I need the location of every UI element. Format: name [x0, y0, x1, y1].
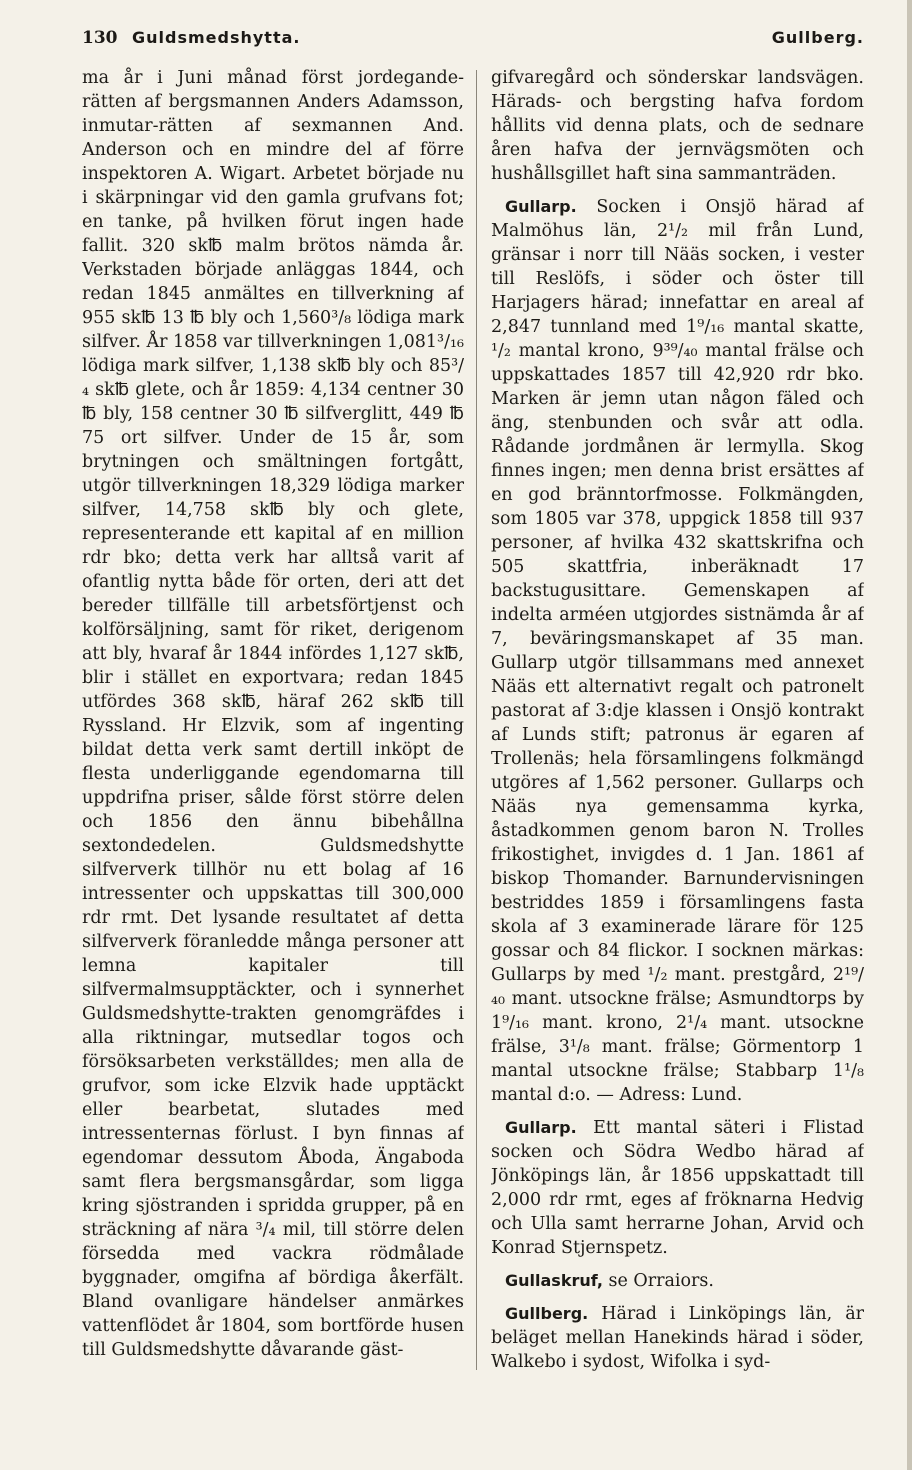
column-divider: [476, 70, 477, 1370]
entry-headword: Gullarp.: [505, 197, 577, 216]
continuation-paragraph: gifvaregård och sönderskar landsvägen. Härads- och bergsting hafva fordom hållits vid denna plats, och de sednare åren hafva der jernvägsmöten och hushållsgillet haft sina sammanträden.: [491, 68, 864, 184]
page-edge: [907, 0, 912, 1470]
entry-headword: Gullberg.: [505, 1304, 589, 1323]
left-column-text: ma år i Juni månad först jordegande-rätten af bergsmannen Anders Adamsson, inmutar-rätten af sexmannen And. Anderson och en mindre del af förre inspektoren A. Wigart. Arbetet började nu i skärpningar vid den gamla grufvans fot; en tanke, på hvilken förut ingen hade fallit. 320 sk℔ malm brötos nämda år. Verkstaden började anläggas 1844, och redan 1845 anmältes en tillverkning af 955 sk℔ 13 ℔ bly och 1,560³/₈ lödiga mark silfver. År 1858 var tillverkningen 1,081³/₁₆ lödiga mark silfver, 1,138 sk℔ bly och 85³/₄ sk℔ glete, och år 1859: 4,134 centner 30 ℔ bly, 158 centner 30 ℔ silfverglitt, 449 ℔ 75 ort silfver. Under de 15 år, som brytningen och smältningen fortgått, utgör tillverkningen 18,329 lödiga marker silfver, 14,758 sk℔ bly och glete, representerande ett kapital af en million rdr bko; detta verk har alltså varit af ofantlig nytta både för orten, deri att det bereder tillfälle till arbetsförtjenst och kolförsäljning, samt för riket, derigenom att bly, hvaraf år 1844 infördes 1,127 sk℔, blir i stället en exportvara; redan 1845 utfördes 368 sk℔, häraf 262 sk℔ till Ryssland. Hr Elzvik, som af ingenting bildat detta verk samt dertill inköpt de flesta underliggande egendomarna till uppdrifna priser, sålde först större delen och 1856 den ännu bibehållna sextondedelen. Guldsmedshytte silfververk tillhör nu ett bolag af 16 intressenter och uppskattas till 300,000 rdr rmt. Det lysande resultatet af detta silfververk föranledde många personer att lemna kapitaler till silfvermalmsupptäckter, och i synnerhet Guldsmedshytte-trakten genomgräfdes i alla riktningar, mutsedlar togos och försöksarbeten verkställdes; men alla de grufvor, som icke Elzvik hade upptäckt eller bearbetat, slutades med intressenternas förlust. I byn finnas af egendomar dessutom Åboda, Ängaboda samt flera bergsmansgårdar, som ligga kring sjöstranden i spridda grupper, på en sträckning af nära ³/₄ mil, till större delen försedda med vackra rödmålade byggnader, omgifna af bördiga åkerfält. Bland ovanligare händelser anmärkes vattenflödet år 1804, som bortförde husen till Guldsmedshytte dåvarande gäst-: [82, 68, 464, 1360]
entry-text: Härad i Linköpings län, är beläget mellan Hanekinds härad i söder, Walkebo i sydost, Wifolka i syd-: [491, 1304, 864, 1372]
entry-gullarp-socken: [491, 195, 864, 1107]
entry-headword: Gullaskruf,: [505, 1271, 603, 1290]
entry-text: Ett mantal säteri i Flistad socken och Södra Wedbo härad af Jönköpings län, år 1856 uppskattadt till 2,000 rdr rmt, eges af fröknarna Hedvig och Ulla samt herrarne Johan, Arvid och Konrad Stjernspetz.: [491, 1118, 864, 1258]
right-column: [491, 66, 864, 1400]
entry-gullberg: [491, 1302, 864, 1374]
entry-text: Socken i Onsjö härad af Malmöhus län, 2¹/₂ mil från Lund, gränsar i norr till Nääs socken, i vester till Reslöfs, i söder och öster till Harjagers härad; innefattar en areal af 2,847 tunnland med 1⁹/₁₆ mantal skatte, ¹/₂ mantal krono, 9³⁹/₄₀ mantal frälse och uppskattades 1857 till 42,920 rdr bko. Marken är jemn utan någon fäled och äng, stenbunden och svår att odla. Rådande jordmånen är lermylla. Skog finnes ingen; men denna brist ersättes af en god bränntorfmosse. Folkmängden, som 1805 var 378, uppgick 1858 till 937 personer, af hvilka 432 skattskrifna och 505 skattfria, inberäknadt 17 backstugusittare. Gemenskapen af indelta arméen utgjordes sistnämda år af 7, beväringsmanskapet af 35 man. Gullarp utgör tillsammans med annexet Nääs ett alternativt regalt och patronelt pastorat af 3:dje klassen i Onsjö kontrakt af Lunds stift; patronus är egaren af Trollenäs; hela församlingens folkmängd utgöres af 1,562 personer. Gullarps och Nääs nya gemensamma kyrka, åstadkommen genom baron N. Trolles frikostighet, invigdes d. 1 Jan. 1861 af biskop Thomander. Barnundervisningen bestriddes 1859 i församlingens fasta skola af 3 examinerade lärare för 125 gossar och 84 flickor. I socknen märkas: Gullarps by med ¹/₂ mant. prestgård, 2¹⁹/₄₀ mant. utsockne frälse; Asmundtorps by 1⁹/₁₆ mant. krono, 2¹/₄ mant. utsockne frälse, 3¹/₈ mant. frälse; Görmentorp 1 mantal utsockne frälse; Stabbarp 1¹/₈ mantal d:o. — Adress: Lund.: [491, 197, 864, 1105]
page-number: 130: [82, 28, 118, 48]
running-header: [82, 28, 864, 62]
right-running-title: Gullberg.: [771, 28, 864, 47]
left-column: [82, 66, 464, 1400]
entry-text: se Orraiors.: [608, 1271, 714, 1291]
entry-headword: Gullarp.: [505, 1118, 577, 1137]
entry-gullarp-sateri: [491, 1116, 864, 1260]
entry-gullaskruf: [491, 1269, 864, 1293]
left-running-title: Guldsmedshytta.: [132, 28, 301, 47]
